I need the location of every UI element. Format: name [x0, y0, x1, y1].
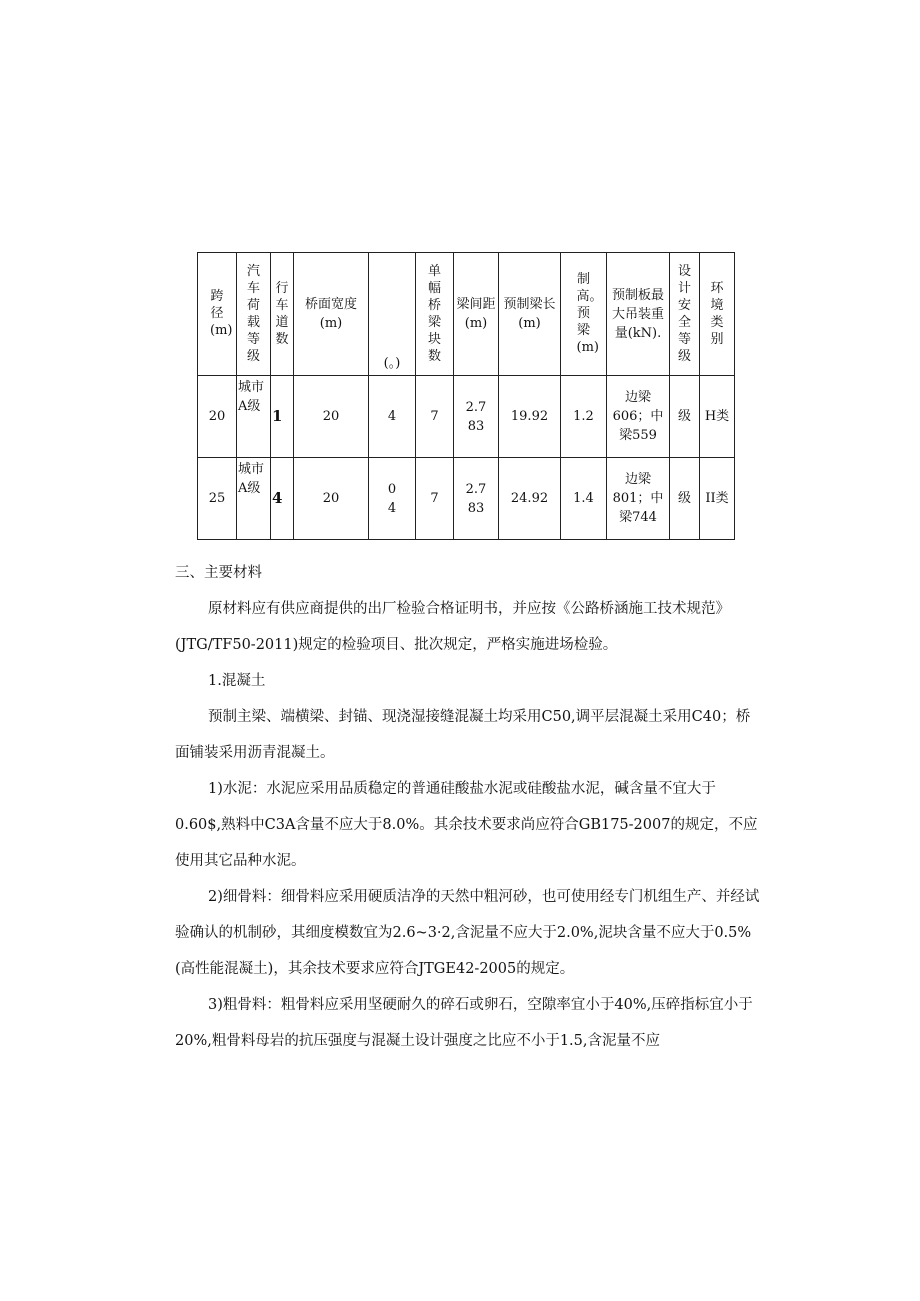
- table-cell: 2.783: [454, 376, 499, 458]
- header-cell: (。): [369, 253, 416, 376]
- table-cell: 4: [271, 458, 294, 540]
- table-cell: 20: [198, 376, 237, 458]
- table-cell: 25: [198, 458, 237, 540]
- table-cell: 1.2: [561, 376, 607, 458]
- paragraph: 原材料应有供应商提供的出厂检验合格证明书，并应按《公路桥涵施工技术规范》(JTG/TF50-2011)规定的检验项目、批次规定，严格实施进场检验。: [175, 601, 730, 653]
- table-cell: 7: [416, 458, 454, 540]
- table-row: [198, 458, 735, 540]
- header-cell: 梁间距(m): [454, 253, 499, 376]
- table-cell: 7: [416, 376, 454, 458]
- table-cell: 级: [670, 458, 700, 540]
- table-cell: 24.92: [499, 458, 561, 540]
- paragraph: 1)水泥：水泥应采用品质稳定的普通硅酸盐水泥或硅酸盐水泥，碱含量不宜大于0.60$,熟料中C3A含量不应大于8.0%。其余技术要求尚应符合GB175-2007的规定，不应使用其它品种水泥。: [175, 781, 758, 869]
- bridge-spec-table: [197, 252, 735, 540]
- section-title: 三、主要材料: [175, 565, 262, 581]
- paragraph: 预制主梁、端横梁、封锚、现浇湿接缝混凝土均采用C50,调平层混凝土采用C40；桥面铺装采用沥青混凝土。: [175, 709, 751, 761]
- table-cell: 1.4: [561, 458, 607, 540]
- header-cell: 预制梁长(m): [499, 253, 561, 376]
- table-cell: 城市A级: [237, 458, 271, 540]
- table-row: [198, 376, 735, 458]
- table-cell: 边梁606；中梁559: [607, 376, 670, 458]
- table-cell: 边梁801；中梁744: [607, 458, 670, 540]
- header-cell: 行车道数: [271, 253, 294, 376]
- table-cell: II类: [700, 458, 735, 540]
- header-cell: 环境类别: [700, 253, 735, 376]
- table-cell: 2.783: [454, 458, 499, 540]
- subsection-title: 1.混凝土: [208, 673, 266, 689]
- table-cell: 级: [670, 376, 700, 458]
- header-cell: 桥面宽度(m): [294, 253, 369, 376]
- table-cell: 城市A级: [237, 376, 271, 458]
- table-cell: 19.92: [499, 376, 561, 458]
- table-cell: 04: [369, 458, 416, 540]
- header-cell: 跨径(m): [198, 253, 237, 376]
- table-cell: 20: [294, 458, 369, 540]
- header-cell: 预制板最大吊装重量(kN).: [607, 253, 670, 376]
- table-cell: 20: [294, 376, 369, 458]
- header-cell: 汽车荷载等级: [237, 253, 271, 376]
- header-cell: 设计安全等级: [670, 253, 700, 376]
- paragraph: 3)粗骨料：粗骨料应采用坚硬耐久的碎石或卵石，空隙率宜小于40%,压碎指标宜小于20%,粗骨料母岩的抗压强度与混凝土设计强度之比应不小于1.5,含泥量不应: [175, 997, 753, 1049]
- table-cell: 4: [369, 376, 416, 458]
- table-cell: 1: [271, 376, 294, 458]
- document-body: [175, 555, 760, 1059]
- table-cell: H类: [700, 376, 735, 458]
- header-cell: 单幅桥梁块数: [416, 253, 454, 376]
- paragraph: 2)细骨料：细骨料应采用硬质洁净的天然中粗河砂，也可使用经专门机组生产、并经试验确认的机制砂，其细度模数宜为2.6~3·2,含泥量不应大于2.0%,泥块含量不应大于0.5%(高性能混凝土)，其余技术要求应符合JTGE42-2005的规定。: [175, 889, 760, 977]
- table-header-row: [198, 253, 735, 376]
- header-cell: 制高。预梁(m): [561, 253, 607, 376]
